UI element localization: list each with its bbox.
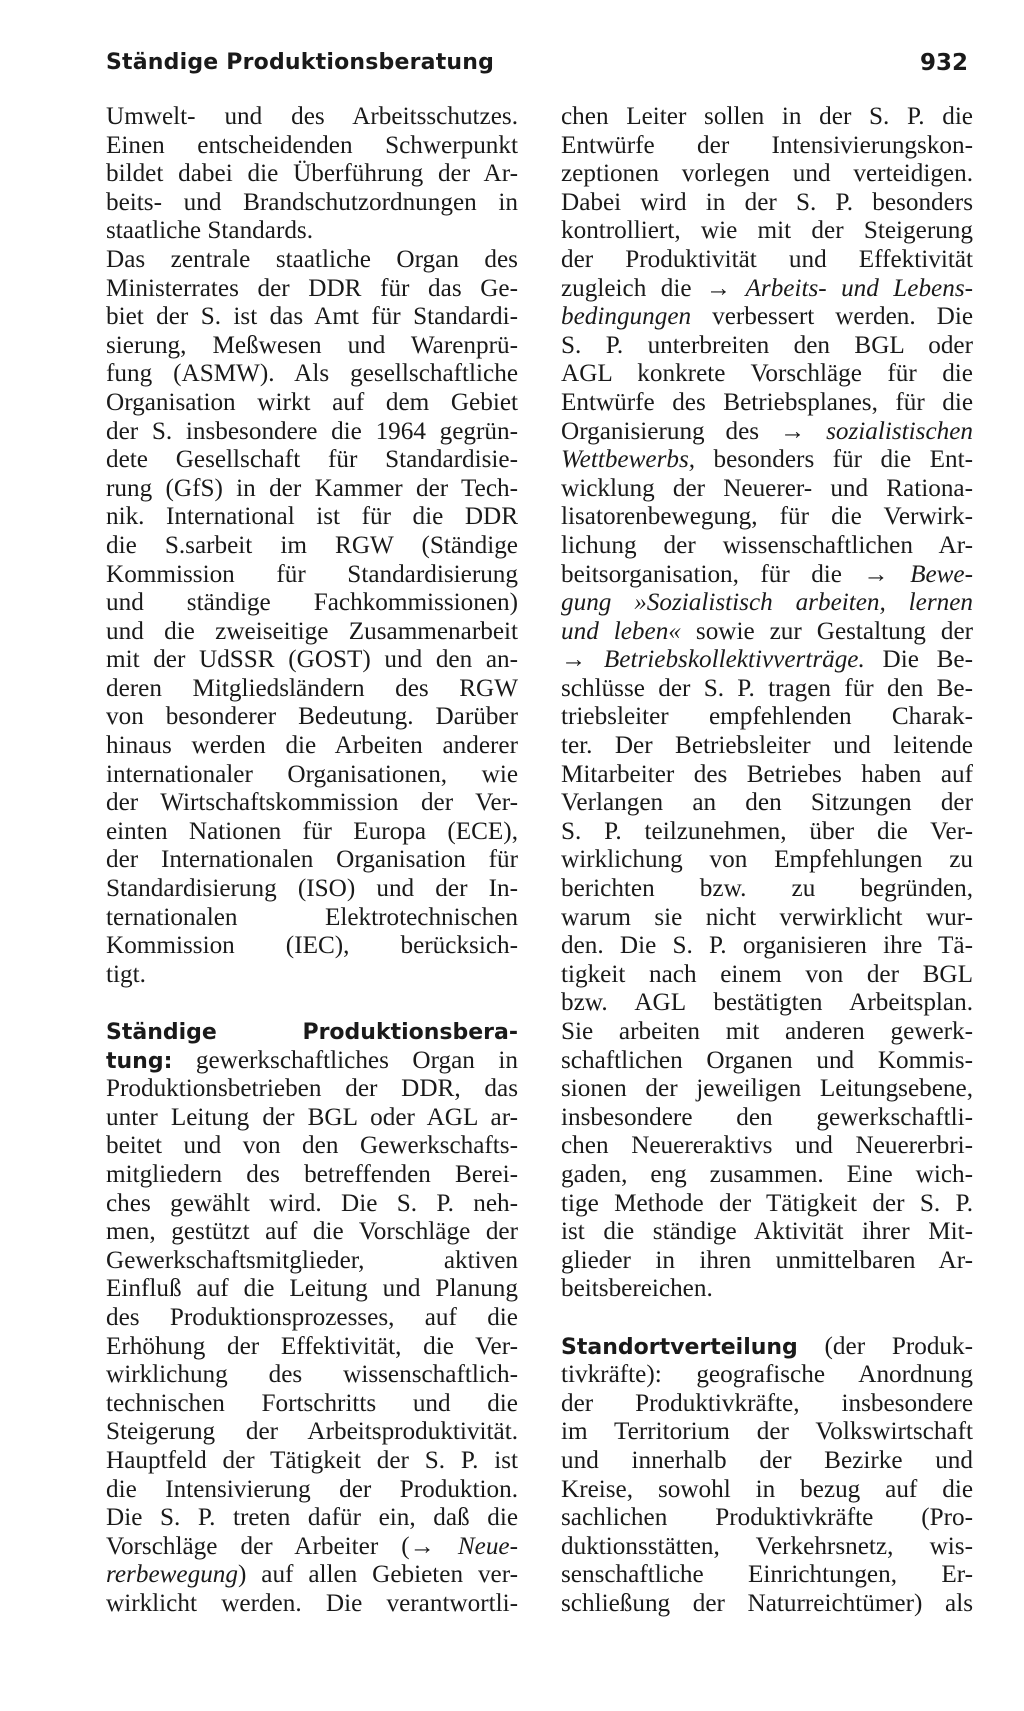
text-line: biet der S. ist das Amt für Standardi-: [106, 303, 518, 331]
text-line: der Produktivität und Effektivität: [561, 245, 973, 273]
text-line: Standardisierung (ISO) und der In-: [106, 875, 518, 903]
text-line: duktionsstätten, Verkehrsnetz, wis-: [561, 1532, 973, 1560]
text-line: triebsleiter empfehlenden Charak-: [561, 703, 973, 731]
text-line: men, gestützt auf die Vorschläge der: [106, 1218, 518, 1246]
text-line: dete Gesellschaft für Standardisie-: [106, 446, 518, 474]
text-line: schließung der Naturreichtümer) als: [561, 1589, 973, 1617]
text-line: senschaftliche Einrichtungen, Er-: [561, 1561, 973, 1589]
text-line: zeptionen vorlegen und verteidigen.: [561, 160, 973, 188]
text-run: Vorschläge der Arbeiter (→: [106, 1532, 435, 1560]
text-line: gaden, eng zusammen. Eine wich-: [561, 1160, 973, 1188]
text-line: tige Methode der Tätigkeit der S. P.: [561, 1189, 973, 1217]
text-line: schaftlichen Organen und Kommis-: [561, 1046, 973, 1074]
cross-reference-link[interactable]: gung »Sozialistisch arbeiten, lernen: [561, 589, 973, 617]
text-line: tigt.: [106, 960, 146, 988]
text-run: ) auf allen Gebieten ver-: [237, 1561, 518, 1589]
text-line: lisatorenbewegung, für die Verwirk-: [561, 503, 973, 531]
text-line: mitgliedern des betreffenden Berei-: [106, 1160, 518, 1188]
text-line: Kommission für Standardisierung: [106, 560, 518, 588]
text-line: und ständige Fachkommissionen): [106, 589, 518, 617]
entry-definition-start: gewerkschaftliches Organ in: [195, 1046, 518, 1074]
cross-reference-link[interactable]: Bewe-: [910, 560, 973, 588]
cross-reference-link[interactable]: → Betriebskollektivverträge.: [561, 646, 865, 674]
text-run: Organisierung des →: [561, 417, 806, 445]
text-line: ches gewählt wird. Die S. P. neh-: [106, 1189, 518, 1217]
text-line: sierung, Meßwesen und Warenprü-: [106, 331, 518, 359]
cross-reference-link[interactable]: und leben«: [561, 617, 681, 645]
text-run: zugleich die →: [561, 274, 732, 302]
text-line: der Produktivkräfte, insbesondere: [561, 1389, 973, 1417]
text-line: hinaus werden die Arbeiten anderer: [106, 732, 518, 760]
text-line: und die zweiseitige Zusammenarbeit: [106, 617, 518, 645]
text-line: wicklung der Neuerer- und Rationa-: [561, 474, 973, 502]
text-line: tigkeit nach einem von der BGL: [561, 960, 973, 988]
text-line: ist die ständige Aktivität ihrer Mit-: [561, 1218, 973, 1246]
text-line: den. Die S. P. organisieren ihre Tä-: [561, 932, 973, 960]
left-column: [106, 103, 518, 1618]
text-line: der Internationalen Organisation für: [106, 846, 518, 874]
text-line: bildet dabei die Überführung der Ar-: [106, 160, 518, 188]
text-line: Einen entscheidenden Schwerpunkt: [106, 131, 518, 159]
text-line: beitet und von den Gewerkschafts-: [106, 1132, 518, 1160]
text-line: [106, 1047, 518, 1076]
text-line: [561, 275, 973, 304]
text-line: wirklichung von Empfehlungen zu: [561, 846, 973, 874]
text-line: ternationalen Elektrotechnischen: [106, 903, 518, 931]
cross-reference-link[interactable]: Neue-: [457, 1532, 518, 1560]
text-line: sionen der jeweiligen Leitungsebene,: [561, 1075, 973, 1103]
text-line: Das zentrale staatliche Organ des: [106, 245, 518, 273]
text-line: Die S. P. treten dafür ein, daß die: [106, 1504, 518, 1532]
right-column: [561, 103, 973, 1618]
text-line: [106, 1533, 518, 1562]
text-line: Organisation wirkt auf dem Gebiet: [106, 388, 518, 416]
text-line: insbesondere den gewerkschaftli-: [561, 1103, 973, 1131]
entry-headword-end: tung:: [106, 1048, 173, 1074]
text-line: der S. insbesondere die 1964 gegrün-: [106, 417, 518, 445]
text-line: [106, 1561, 518, 1590]
text-line: und innerhalb der Bezirke und: [561, 1446, 973, 1474]
text-line: rung (GfS) in der Kammer der Tech-: [106, 474, 518, 502]
text-line: der Wirtschaftskommission der Ver-: [106, 789, 518, 817]
text-run: beitsorganisation, für die →: [561, 560, 889, 588]
text-line: im Territorium der Volkswirtschaft: [561, 1418, 973, 1446]
page-number: 932: [919, 50, 968, 76]
text-line: beits- und Brandschutzordnungen in: [106, 188, 518, 216]
text-line: chen Leiter sollen in der S. P. die: [561, 103, 973, 130]
text-run: (der Produk-: [824, 1332, 973, 1360]
text-line: mit der UdSSR (GOST) und den an-: [106, 646, 518, 674]
text-line: chen Neuereraktivs und Neuererbri-: [561, 1132, 973, 1160]
text-line: Dabei wird in der S. P. besonders: [561, 188, 973, 216]
running-head: Ständige Produktionsberatung: [106, 50, 495, 75]
text-line: [561, 303, 973, 332]
text-run: besonders für die Ent-: [713, 446, 973, 474]
entry-headword: Standortverteilung: [561, 1334, 798, 1360]
text-line: Sie arbeiten mit anderen gewerk-: [561, 1018, 973, 1045]
text-line: [561, 446, 973, 475]
text-line: sachlichen Produktivkräfte (Pro-: [561, 1504, 973, 1532]
text-line: Einfluß auf die Leitung und Planung: [106, 1275, 518, 1303]
text-run: sowie zur Gestaltung der: [695, 617, 973, 645]
text-line: unter Leitung der BGL oder AGL ar-: [106, 1103, 518, 1131]
entry-spacer: [106, 989, 518, 1018]
text-line: berichten bzw. zu begründen,: [561, 875, 973, 903]
text-line: S. P. teilzunehmen, über die Ver-: [561, 817, 973, 845]
text-line: tivkräfte): geografische Anordnung: [561, 1361, 973, 1389]
text-line: [561, 418, 973, 447]
text-line: wirklichung des wissenschaftlich-: [106, 1361, 518, 1389]
cross-reference-link[interactable]: Wettbewerbs,: [561, 446, 696, 474]
text-line: Kommission (IEC), berücksich-: [106, 932, 518, 960]
text-line: technischen Fortschritts und die: [106, 1389, 518, 1417]
text-line: Gewerkschaftsmitglieder, aktiven: [106, 1246, 518, 1274]
text-line: glieder in ihren unmittelbaren Ar-: [561, 1246, 973, 1274]
text-line: Umwelt- und des Arbeitsschutzes.: [106, 103, 518, 130]
text-line: S. P. unterbreiten den BGL oder: [561, 331, 973, 359]
text-line: Kreise, sowohl in bezug auf die: [561, 1475, 973, 1503]
text-line: einten Nationen für Europa (ECE),: [106, 817, 518, 845]
text-line: Entwürfe der Intensivierungskon-: [561, 131, 973, 159]
text-line: von besonderer Bedeutung. Darüber: [106, 703, 518, 731]
text-line: [561, 618, 973, 647]
text-line: des Produktionsprozesses, auf die: [106, 1303, 518, 1331]
text-line: beitsbereichen.: [561, 1275, 713, 1303]
text-line: lichung der wissenschaftlichen Ar-: [561, 531, 973, 559]
text-line: ter. Der Betriebsleiter und leitende: [561, 732, 973, 760]
text-line: AGL konkrete Vorschläge für die: [561, 360, 973, 388]
cross-reference-link[interactable]: bedingungen: [561, 303, 692, 331]
text-line: Erhöhung der Effektivität, die Ver-: [106, 1332, 518, 1360]
text-line: Entwürfe des Betriebsplanes, für die: [561, 388, 973, 416]
text-line: nik. International ist für die DDR: [106, 503, 518, 531]
text-line: Produktionsbetrieben der DDR, das: [106, 1075, 518, 1103]
text-line: die Intensivierung der Produktion.: [106, 1475, 518, 1503]
cross-reference-link[interactable]: rerbewegung: [106, 1561, 238, 1589]
text-line: deren Mitgliedsländern des RGW: [106, 674, 518, 702]
text-line: bzw. AGL bestätigten Arbeitsplan.: [561, 989, 973, 1017]
text-line: Verlangen an den Sitzungen der: [561, 789, 973, 817]
text-line: internationaler Organisationen, wie: [106, 760, 518, 788]
entry-headword-line: [106, 1018, 518, 1047]
text-line: kontrolliert, wie mit der Steigerung: [561, 217, 973, 245]
text-line: [561, 646, 973, 675]
text-line: schlüsse der S. P. tragen für den Be-: [561, 674, 973, 702]
text-run: Die Be-: [882, 646, 973, 674]
text-line: [561, 1333, 973, 1362]
text-line: wirklicht werden. Die verantwortli-: [106, 1589, 518, 1617]
text-line: Hauptfeld der Tätigkeit der S. P. ist: [106, 1446, 518, 1474]
text-line: Ministerrates der DDR für das Ge-: [106, 274, 518, 302]
text-line: Steigerung der Arbeitsproduktivität.: [106, 1418, 518, 1446]
text-line: die S.sarbeit im RGW (Ständige: [106, 531, 518, 559]
text-line: warum sie nicht verwirklicht wur-: [561, 903, 973, 931]
text-line: fung (ASMW). Als gesellschaftliche: [106, 360, 518, 388]
cross-reference-link[interactable]: sozialistischen: [826, 417, 973, 445]
text-line: Mitarbeiter des Betriebes haben auf: [561, 760, 973, 788]
entry-headword: Ständige Produktionsbera-: [106, 1020, 518, 1045]
entry-spacer: [561, 1304, 973, 1333]
text-line: staatliche Standards.: [106, 217, 314, 245]
text-line: [561, 561, 973, 590]
text-run: verbessert werden. Die: [712, 303, 973, 331]
cross-reference-link[interactable]: Arbeits- und Lebens-: [745, 274, 973, 302]
